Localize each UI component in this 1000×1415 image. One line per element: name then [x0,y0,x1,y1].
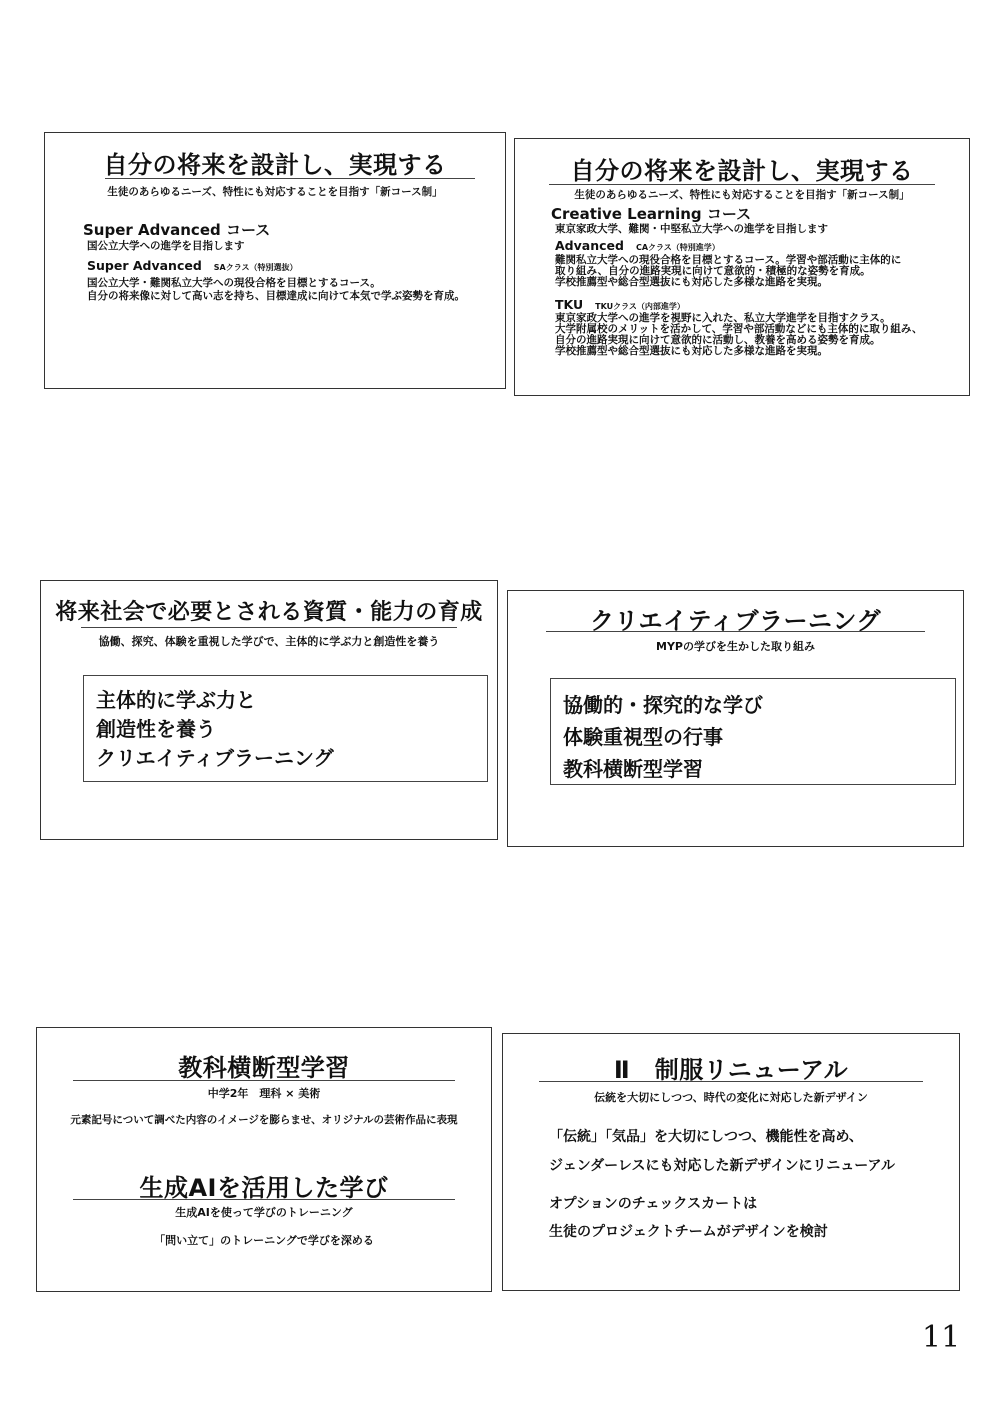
course-name: Super Advanced コース [83,221,271,239]
body-line: 生徒のプロジェクトチームがデザインを検討 [549,1224,828,1240]
slide-uniform-renewal [502,1033,960,1291]
slide-course-system-1 [44,132,506,389]
title-divider [105,178,475,179]
slide-subtitle: 生徒のあらゆるニーズ、特性にも対応することを目指す「新コース制」 [574,189,910,201]
slide-competency-development [40,580,498,840]
slide-title: 自分の将来を設計し、実現する [103,151,447,179]
slide-title: 自分の将来を設計し、実現する [570,157,914,185]
class-name: TKU [555,297,584,312]
slide-subtitle: 中学2年 理科 × 美術 [207,1087,321,1100]
class-description-line: 国公立大学・難関私立大学への現役合格を目標とするコース。 [87,277,381,289]
class-name: Super Advanced [87,258,202,273]
page-number: 11 [922,1320,961,1355]
class-description-line: 大学附属校のメリットを活かして、学習や部活動などにも主体的に取り組み、 [555,323,923,335]
title-divider [546,631,925,632]
slide-title-secondary: 生成AIを活用した学び [139,1174,389,1202]
class-description-line: 東京家政大学への進学を視野に入れた、私立大学進学を目指すクラス。 [555,312,891,324]
class-heading [555,297,685,313]
slide-title: クリエイティブラーニング [589,607,882,635]
slide-description-secondary: 「問い立て」のトレーニングで学びを深める [154,1234,374,1247]
highlight-line: クリエイティブラーニング [96,746,334,770]
slide-description: 元素記号について調べた内容のイメージを膨らませ、オリジナルの芸術作品に表現 [70,1114,458,1126]
class-tag: TKUクラス（内部進学） [595,302,685,311]
title-divider [539,1081,923,1082]
highlight-line: 体験重視型の行事 [563,725,723,749]
highlight-box [550,678,956,785]
title-divider [81,627,457,628]
slide-subtitle: 協働、探究、体験を重視した学びで、主体的に学ぶ力と創造性を養う [98,635,440,648]
highlight-line: 創造性を養う [96,717,216,741]
slide-subtitle: MYPの学びを生かした取り組み [656,640,815,653]
body-line: 「伝統」「気品」を大切にしつつ、機能性を高め、 [549,1129,863,1145]
slide-title: 教科横断型学習 [178,1054,350,1082]
class-tag: SAクラス（特別選抜） [213,263,298,272]
slide-creative-learning [507,590,964,847]
slide-title: 将来社会で必要とされる資質・能力の育成 [55,600,483,625]
class-description-line: 学校推薦型や総合型選抜にも対応した多様な進路を実現。 [555,276,828,288]
slide-course-system-2 [514,138,970,396]
class-description-line: 取り組み、自分の進路実現に向けて意欲的・積極的な姿勢を育成。 [555,265,871,277]
course-description: 東京家政大学、難関・中堅私立大学への進学を目指します [555,223,828,235]
class-description-line: 自分の将来像に対して高い志を持ち、目標達成に向けて本気で学ぶ姿勢を育成。 [87,290,465,302]
highlight-line: 協働的・探究的な学び [563,693,763,717]
highlight-box [83,675,488,782]
highlight-line: 主体的に学ぶ力と [96,688,256,712]
course-name: Creative Learning コース [551,205,752,223]
class-heading [87,258,298,274]
class-description-line: 自分の進路実現に向けて意欲的に活動し、教養を高める姿勢を育成。 [555,334,881,346]
highlight-line: 教科横断型学習 [563,757,703,781]
class-tag: CAクラス（特別進学） [635,243,720,252]
slide-subtitle-secondary: 生成AIを使って学びのトレーニング [175,1206,353,1219]
class-name: Advanced [555,238,624,253]
body-line: ジェンダーレスにも対応した新デザインにリニューアル [549,1158,895,1174]
class-heading [555,238,720,254]
body-line: オプションのチェックスカートは [549,1196,758,1212]
title-divider [549,184,935,185]
course-description: 国公立大学への進学を目指します [87,240,245,252]
slide-title: Ⅱ 制服リニューアル [613,1056,849,1084]
slide-cross-curricular [36,1027,492,1292]
slide-subtitle: 生徒のあらゆるニーズ、特性にも対応することを目指す「新コース制」 [107,186,443,198]
title-divider [73,1199,455,1200]
class-description-line: 学校推薦型や総合型選抜にも対応した多様な進路を実現。 [555,345,828,357]
class-description-line: 難関私立大学への現役合格を目標とするコース。学習や部活動に主体的に [555,254,902,266]
title-divider [73,1080,455,1081]
slide-subtitle: 伝統を大切にしつつ、時代の変化に対応した新デザイン [594,1091,868,1104]
